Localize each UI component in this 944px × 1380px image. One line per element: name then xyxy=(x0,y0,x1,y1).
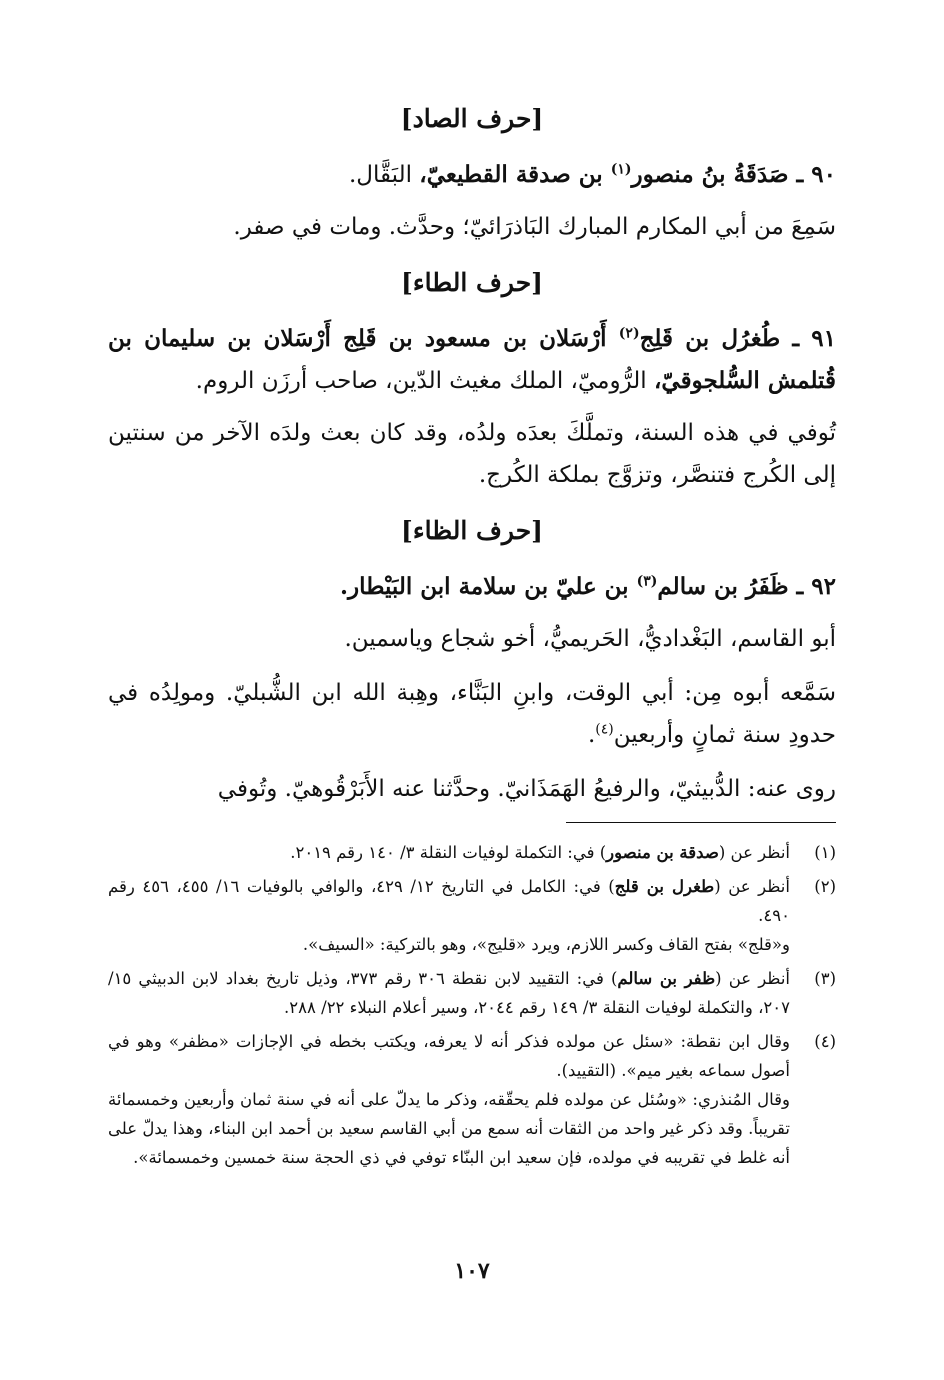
footnote-body xyxy=(108,1027,790,1172)
footnote-text: وقال المُنذري: «وسُئل عن مولده فلم يحقّقه، وذكر ما يدلّ على أنه في سنة ثمان وأربعين وخمسمائة تقريباً. وقد ذكر غير واحد من الثقات أنه سمع من أبي القاسم سعيد بن أحمد ابن البناء، وهذا يدلّ على أنه غلط في تقريبه في مولده، فإن سعيد ابن البنّاء توفي في ذي الحجة سنة خمسين وخمسمائة». xyxy=(108,1090,790,1167)
entry-name-rest: بن عليّ بن سلامة ابن البَيْطار. xyxy=(340,573,637,600)
footnote-text: وقال ابن نقطة: «سئل عن مولده فذكر أنه لا يعرفه، ويكتب بخطه في الإجازات «مظفر» وهو في أصول سماعه بغير ميم». (التقييد). xyxy=(108,1032,790,1080)
footnote-line xyxy=(108,1085,790,1172)
footnote-number: (٣) xyxy=(814,969,836,988)
entry-suffix: الرُّوميّ، الملك مغيث الدّين، صاحب أرزَن الروم. xyxy=(195,368,654,394)
footnote-line xyxy=(108,964,790,1022)
footnote-mark[interactable]: (٣) xyxy=(636,573,658,590)
footnote-bold-name: طغرل بن قلج xyxy=(614,877,715,896)
footnote-2 xyxy=(108,872,836,959)
footnote-4 xyxy=(108,1027,836,1172)
section-heading-za: [حرف الظاء] xyxy=(401,516,543,545)
entry-number-name: ٩١ ـ طُغرُل بن قَلِج xyxy=(639,325,837,352)
footnote-line xyxy=(108,1027,790,1085)
footnote-1 xyxy=(108,838,836,867)
section-heading-sad: [حرف الصاد] xyxy=(400,104,544,133)
footnote-line xyxy=(108,930,790,959)
main-text xyxy=(108,96,836,822)
footnote-text: ) في: التقييد لابن نقطة ٣٠٦ رقم ٣٧٣، وذيل تاريخ بغداد لابن الدبيثي ١٥/ ٢٠٧، والتكملة لوفيات النقلة ٣/ ١٤٩ رقم ٢٠٤٤، وسير أعلام النبلاء ٢٢/ ٢٨٨. xyxy=(108,969,790,1017)
footnote-mark[interactable]: (٢) xyxy=(618,325,640,342)
footnote-number: (٢) xyxy=(814,877,836,896)
entry-92-text-1: أبو القاسم، البَغْداديُّ، الحَريميُّ، أخو شجاع وياسمين. xyxy=(344,626,836,652)
entry-92-text-3: روى عنه: الدُّبيثيّ، والرفيعُ الهَمَذَانيّ. وحدَّثنا عنه الأَبَرْقُوهيّ. وتُوفي xyxy=(217,776,836,802)
footnote-number: (١) xyxy=(814,843,836,862)
footnote-text: و«قلج» بفتح القاف وكسر اللازم، ويرد «قليج»، وهو بالتركية: «السيف». xyxy=(302,935,790,954)
footnote-separator xyxy=(566,822,836,823)
footnote-text: ) في: الكامل في التاريخ ١٢/ ٤٢٩، والوافي بالوفيات ١٦/ ٤٥٥، ٤٥٦ رقم ٤٩٠. xyxy=(108,877,790,925)
footnote-bold-name: صدقة بن منصور xyxy=(606,843,719,862)
footnote-mark[interactable]: (١) xyxy=(610,161,632,178)
footnote-body xyxy=(108,838,790,867)
entry-number-name: ٩٢ ـ ظَفَرُ بن سالم xyxy=(657,573,836,600)
entry-91-text: تُوفي في هذه السنة، وتملَّكَ بعدَه ولدُه، وقد كان بعث ولدَه الآخر من سنتين إلى الكُرج فتنصَّر، وتزوَّج بملكة الكُرج. xyxy=(108,420,836,488)
entry-number-name: ٩٠ ـ صَدَقَةُ بنُ منصور xyxy=(631,161,836,188)
footnote-3 xyxy=(108,964,836,1022)
entry-90-text: سَمِعَ من أبي المكارم المبارك البَاذرَائيّ؛ وحدَّث. ومات في صفر. xyxy=(233,214,836,240)
entry-name-rest: أَرْسَلان بن مسعود بن قَلِج أَرْسَلان بن سليمان بن قُتلمش السُّلجوقيّ، xyxy=(108,325,836,394)
footnote-text: أنظر عن ( xyxy=(715,969,791,988)
footnote-number: (٤) xyxy=(814,1032,836,1051)
footnote-bold-name: ظفر بن سالم xyxy=(617,969,716,988)
footnotes xyxy=(108,838,836,1177)
entry-92-text-2-end: . xyxy=(587,722,596,748)
entry-suffix: البَقَّال. xyxy=(348,162,420,188)
footnote-text: أنظر عن ( xyxy=(714,877,790,896)
entry-92-text-2-body: سَمَّعه أبوه مِن: أبي الوقت، وابنِ البَنَّاء، وهِبة الله ابن الشُّبليّ. ومولِدُه في حدودِ سنة ثمانٍ وأربعين xyxy=(108,680,836,748)
entry-91-title xyxy=(108,318,836,402)
entry-name-rest: بن صدقة القطيعيّ، xyxy=(419,161,611,188)
footnote-line xyxy=(108,872,790,930)
footnote-text: أنظر عن ( xyxy=(718,843,790,862)
footnote-mark[interactable]: (٤) xyxy=(595,721,614,738)
footnote-body xyxy=(108,872,790,959)
entry-90-title xyxy=(108,154,836,196)
footnote-text: ) في: التكملة لوفيات النقلة ٣/ ١٤٠ رقم ٢٠١٩. xyxy=(290,843,607,862)
section-heading-ta: [حرف الطاء] xyxy=(401,268,543,297)
page-number: ١٠٧ xyxy=(454,1258,490,1284)
footnote-line xyxy=(108,838,790,867)
entry-92-text-2 xyxy=(108,672,836,756)
footnote-body xyxy=(108,964,790,1022)
entry-92-title xyxy=(108,566,836,608)
